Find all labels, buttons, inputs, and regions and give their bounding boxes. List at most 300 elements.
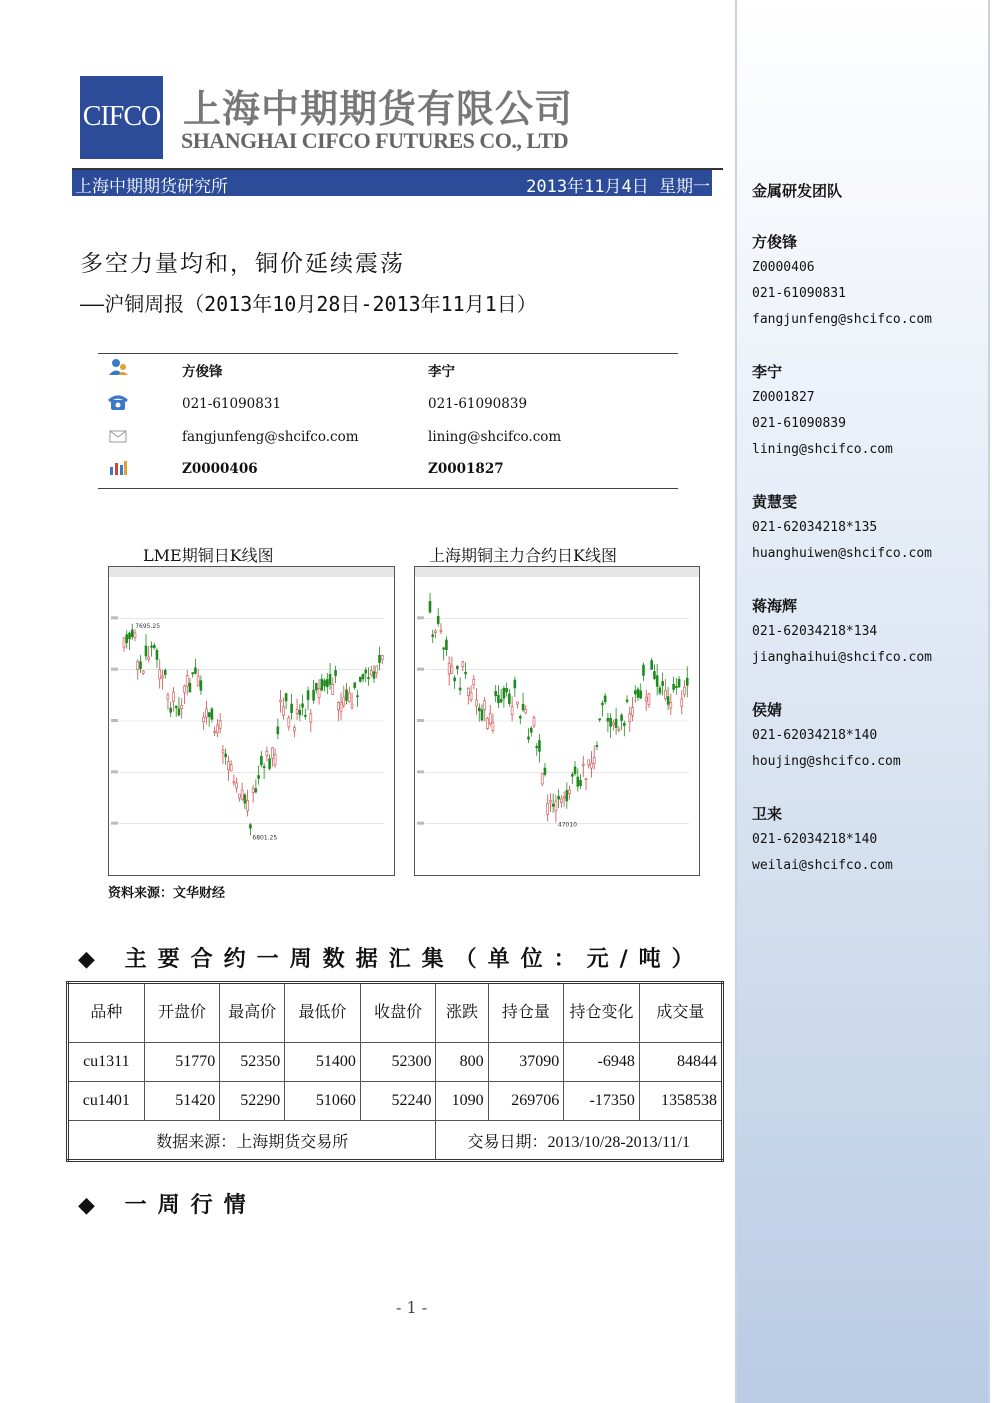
candle-body bbox=[651, 661, 653, 670]
research-team-sidebar bbox=[735, 0, 990, 1403]
candle-body bbox=[156, 650, 158, 659]
cell: 269706 bbox=[488, 1082, 564, 1121]
member-license: Z0001827 bbox=[752, 390, 815, 405]
th-low: 最低价 bbox=[285, 983, 361, 1043]
team-member bbox=[752, 229, 932, 333]
candle-body bbox=[681, 699, 683, 706]
cell: cu1401 bbox=[68, 1082, 145, 1121]
y-tick bbox=[417, 770, 424, 773]
candle-body bbox=[642, 665, 644, 675]
candle-body bbox=[172, 692, 174, 702]
candle-body bbox=[211, 709, 213, 720]
candle-body bbox=[326, 679, 328, 686]
report-subtitle: ——沪铜周报（2013年10月28日-2013年11月1日） bbox=[80, 292, 537, 316]
candle-body bbox=[640, 691, 642, 698]
candle-body bbox=[186, 676, 188, 686]
candle-body bbox=[244, 795, 246, 803]
candle-body bbox=[607, 718, 609, 721]
candle-body bbox=[448, 663, 450, 674]
banner-date: 2013年11月4日 星期一 bbox=[526, 177, 710, 197]
member-email: huanghuiwen@shcifco.com bbox=[752, 546, 933, 561]
candle-body bbox=[321, 679, 323, 690]
table-row bbox=[68, 1043, 723, 1082]
candle-body bbox=[126, 635, 128, 643]
cell: 51420 bbox=[144, 1082, 220, 1121]
candle-body bbox=[621, 715, 623, 721]
candle-body bbox=[225, 754, 227, 757]
candle-body bbox=[541, 774, 543, 784]
table-header-row bbox=[68, 983, 723, 1043]
analyst-1-name: 方俊锋 bbox=[182, 364, 223, 380]
candle-body bbox=[285, 694, 287, 701]
candle-body bbox=[530, 728, 532, 732]
member-email: lining@shcifco.com bbox=[752, 442, 893, 457]
th-open: 开盘价 bbox=[144, 983, 220, 1043]
candle-body bbox=[315, 683, 317, 690]
candle-body bbox=[478, 708, 480, 711]
table-source: 数据来源：上海期货交易所 bbox=[68, 1121, 436, 1161]
member-name: 侯婧 bbox=[752, 701, 783, 719]
candle-body bbox=[517, 702, 519, 704]
shfe-kline-chart bbox=[414, 566, 700, 876]
candle-body bbox=[370, 671, 372, 675]
candle-body bbox=[528, 737, 530, 739]
candle-body bbox=[440, 630, 442, 631]
candle-body bbox=[241, 790, 243, 800]
candle-body bbox=[379, 655, 381, 662]
candle-body bbox=[159, 670, 161, 679]
candle-body bbox=[675, 686, 677, 687]
candle-body bbox=[219, 721, 221, 729]
member-email: fangjunfeng@shcifco.com bbox=[752, 312, 933, 327]
team-member bbox=[752, 801, 893, 879]
low-label: 6801.25 bbox=[252, 834, 278, 842]
candle-body bbox=[249, 825, 251, 829]
candle-body bbox=[266, 751, 268, 755]
candle-body bbox=[208, 713, 210, 717]
candle-body bbox=[200, 681, 202, 691]
candle-body bbox=[462, 662, 464, 667]
candle-body bbox=[604, 696, 606, 702]
candle-body bbox=[549, 801, 551, 803]
candle-body bbox=[318, 688, 320, 697]
candle-body bbox=[506, 688, 508, 692]
candle-body bbox=[560, 799, 562, 803]
section-weekly-market: ◆ 一周行情 bbox=[78, 1193, 257, 1218]
candle-body bbox=[167, 695, 169, 699]
candle-body bbox=[593, 757, 595, 763]
candle-body bbox=[599, 719, 601, 720]
y-tick bbox=[417, 719, 424, 722]
candle-body bbox=[580, 780, 582, 785]
candle-body bbox=[615, 719, 617, 727]
candle-body bbox=[610, 718, 612, 726]
candle-body bbox=[329, 674, 331, 684]
member-name: 蒋海辉 bbox=[752, 597, 798, 615]
candle-body bbox=[161, 676, 163, 678]
candle-body bbox=[376, 666, 378, 673]
member-phone: 021-61090839 bbox=[752, 416, 846, 431]
candle-body bbox=[227, 762, 229, 770]
candle-body bbox=[313, 690, 315, 700]
candle-body bbox=[601, 703, 603, 705]
candle-body bbox=[307, 691, 309, 700]
candle-body bbox=[648, 694, 650, 705]
candle-body bbox=[533, 718, 535, 726]
candle-body bbox=[139, 662, 141, 669]
th-high: 最高价 bbox=[220, 983, 285, 1043]
report-title: 多空力量均和，铜价延续震荡 bbox=[80, 251, 405, 277]
candle-body bbox=[192, 673, 194, 674]
candle-body bbox=[252, 788, 254, 792]
low-label: 47010 bbox=[557, 821, 577, 829]
candle-body bbox=[569, 790, 571, 794]
candle-body bbox=[197, 676, 199, 686]
candle-body bbox=[623, 723, 625, 725]
candle-body bbox=[637, 689, 639, 697]
candle-body bbox=[432, 635, 434, 637]
candle-body bbox=[659, 688, 661, 693]
cell: 37090 bbox=[488, 1043, 564, 1082]
candle-body bbox=[134, 633, 136, 638]
candle-body bbox=[145, 646, 147, 656]
candle-body bbox=[340, 702, 342, 712]
candle-body bbox=[343, 697, 345, 705]
candle-body bbox=[443, 648, 445, 649]
table-row bbox=[68, 1082, 723, 1121]
cell: 800 bbox=[436, 1043, 488, 1082]
candle-body bbox=[282, 707, 284, 716]
page-number: - 1 - bbox=[396, 1298, 428, 1317]
banner-institute: 上海中期期货研究所 bbox=[75, 177, 228, 197]
y-tick bbox=[417, 616, 424, 619]
candle-body bbox=[590, 763, 592, 768]
candle-body bbox=[230, 765, 232, 771]
candle-body bbox=[563, 797, 565, 798]
y-tick bbox=[417, 822, 424, 825]
candle-body bbox=[596, 745, 598, 746]
y-tick bbox=[417, 668, 424, 671]
candle-body bbox=[571, 774, 573, 776]
candle-body bbox=[293, 727, 295, 730]
candle-body bbox=[359, 677, 361, 681]
candle-body bbox=[351, 704, 353, 707]
candle-body bbox=[538, 741, 540, 752]
y-tick bbox=[111, 668, 118, 671]
candle-body bbox=[454, 678, 456, 681]
chart-source: 资料来源：文华财经 bbox=[108, 886, 226, 901]
candle-body bbox=[618, 729, 620, 731]
candle-body bbox=[508, 694, 510, 704]
candle-body bbox=[503, 688, 505, 698]
candle-body bbox=[183, 686, 185, 692]
candle-body bbox=[324, 681, 326, 686]
candle-body bbox=[451, 666, 453, 673]
candle-body bbox=[566, 790, 568, 801]
logo-text: CIFCO bbox=[82, 101, 161, 132]
cell: 52300 bbox=[360, 1043, 436, 1082]
analyst-2-email: lining@shcifco.com bbox=[428, 429, 562, 445]
analyst-1-phone: 021-61090831 bbox=[182, 396, 282, 412]
candle-body bbox=[362, 674, 364, 679]
candle-body bbox=[296, 710, 298, 713]
candle-body bbox=[612, 723, 614, 725]
cell: -6948 bbox=[564, 1043, 640, 1082]
candle-body bbox=[585, 779, 587, 780]
person-icon bbox=[108, 358, 128, 376]
candle-body bbox=[495, 691, 497, 695]
candle-body bbox=[670, 703, 672, 709]
candle-body bbox=[686, 678, 688, 685]
candle-body bbox=[574, 767, 576, 774]
candle-body bbox=[373, 672, 375, 678]
candle-body bbox=[497, 695, 499, 702]
analyst-2-license: Z0001827 bbox=[428, 461, 504, 477]
candle-body bbox=[304, 715, 306, 716]
candle-body bbox=[662, 682, 664, 686]
contact-row-email bbox=[98, 427, 678, 449]
candle-body bbox=[459, 688, 461, 690]
candle-body bbox=[332, 684, 334, 694]
candle-body bbox=[632, 708, 634, 716]
candle-body bbox=[519, 716, 521, 718]
member-name: 卫来 bbox=[752, 805, 783, 823]
cell: cu1311 bbox=[68, 1043, 145, 1082]
candle-body bbox=[288, 718, 290, 727]
candle-body bbox=[277, 727, 279, 734]
candle-body bbox=[258, 776, 260, 779]
candle-body bbox=[178, 709, 180, 715]
analyst-2-phone: 021-61090839 bbox=[428, 396, 528, 412]
contact-row-phone bbox=[98, 394, 678, 416]
team-member bbox=[752, 359, 893, 463]
candle-body bbox=[445, 640, 447, 650]
candle-body bbox=[153, 645, 155, 647]
candle-body bbox=[500, 699, 502, 702]
candle-body bbox=[368, 678, 370, 679]
th-volume: 成交量 bbox=[639, 983, 722, 1043]
candle-body bbox=[357, 696, 359, 697]
candle-body bbox=[514, 680, 516, 688]
lme-kline-chart bbox=[108, 566, 395, 876]
member-phone: 021-61090831 bbox=[752, 286, 846, 301]
candle-body bbox=[492, 722, 494, 730]
candle-body bbox=[247, 801, 249, 811]
chart-icon bbox=[108, 459, 128, 477]
candle-body bbox=[269, 759, 271, 769]
cell: 52240 bbox=[360, 1082, 436, 1121]
company-name-en: SHANGHAI CIFCO FUTURES CO., LTD bbox=[181, 128, 569, 153]
candle-body bbox=[348, 693, 350, 702]
member-phone: 021-62034218*140 bbox=[752, 728, 878, 743]
analyst-2-name: 李宁 bbox=[428, 364, 455, 380]
candle-body bbox=[525, 710, 527, 713]
y-tick bbox=[111, 719, 118, 722]
member-email: houjing@shcifco.com bbox=[752, 754, 901, 769]
cell: 1358538 bbox=[639, 1082, 722, 1121]
member-name: 李宁 bbox=[752, 363, 783, 381]
section-data-summary: ◆ 主要合约一周数据汇集（单位：元/吨） bbox=[78, 947, 705, 972]
candle-body bbox=[260, 756, 262, 765]
candle-body bbox=[434, 631, 436, 633]
candle-body bbox=[238, 794, 240, 798]
candle-body bbox=[588, 760, 590, 765]
contact-row-name bbox=[98, 358, 678, 380]
member-phone: 021-62034218*140 bbox=[752, 832, 878, 847]
candle-body bbox=[214, 731, 216, 732]
candle-body bbox=[656, 676, 658, 687]
candle-body bbox=[216, 725, 218, 733]
cell: 51400 bbox=[285, 1043, 361, 1082]
candle-body bbox=[337, 703, 339, 710]
candle-body bbox=[547, 804, 549, 815]
candle-body bbox=[645, 697, 647, 701]
candle-body bbox=[222, 750, 224, 753]
member-name: 方俊锋 bbox=[752, 233, 798, 251]
company-name-cn: 上海中期期货有限公司 bbox=[183, 87, 574, 131]
member-email: jianghaihui@shcifco.com bbox=[752, 650, 933, 665]
candle-body bbox=[473, 679, 475, 684]
candle-body bbox=[164, 670, 166, 674]
y-tick bbox=[111, 770, 118, 773]
candle-body bbox=[577, 777, 579, 786]
candle-body bbox=[465, 672, 467, 674]
analyst-1-license: Z0000406 bbox=[182, 461, 258, 477]
cell: 51770 bbox=[144, 1043, 220, 1082]
candle-body bbox=[131, 630, 133, 637]
candle-body bbox=[653, 671, 655, 678]
candle-body bbox=[280, 700, 282, 702]
candle-body bbox=[128, 633, 130, 639]
candle-body bbox=[137, 661, 139, 669]
table-footer-row bbox=[68, 1121, 723, 1161]
candle-body bbox=[123, 638, 125, 647]
th-change: 涨跌 bbox=[436, 983, 488, 1043]
candle-body bbox=[233, 782, 235, 783]
lme-kline-svg bbox=[109, 567, 394, 875]
mail-icon bbox=[108, 427, 128, 445]
candle-body bbox=[205, 709, 207, 717]
cell: 51060 bbox=[285, 1082, 361, 1121]
candle-body bbox=[346, 690, 348, 701]
analyst-contact-table bbox=[98, 353, 678, 489]
candle-body bbox=[678, 679, 680, 687]
cell: -17350 bbox=[564, 1082, 640, 1121]
candle-body bbox=[634, 691, 636, 694]
candle-body bbox=[181, 705, 183, 708]
candle-body bbox=[552, 804, 554, 806]
shfe-kline-svg bbox=[415, 567, 699, 875]
candle-body bbox=[189, 683, 191, 692]
candle-body bbox=[335, 670, 337, 675]
header-banner bbox=[72, 170, 712, 196]
candle-body bbox=[255, 789, 257, 792]
contact-row-license bbox=[98, 459, 678, 481]
candle-body bbox=[476, 700, 478, 706]
cell: 52350 bbox=[220, 1043, 285, 1082]
candle-body bbox=[481, 710, 483, 720]
member-license: Z0000406 bbox=[752, 260, 815, 275]
lme-chart-title: LME期铜日K线图 bbox=[143, 546, 274, 565]
th-open-interest: 持仓量 bbox=[488, 983, 564, 1043]
member-email: weilai@shcifco.com bbox=[752, 858, 893, 873]
candle-body bbox=[456, 666, 458, 668]
candle-body bbox=[489, 714, 491, 724]
y-tick bbox=[111, 822, 118, 825]
candle-body bbox=[194, 668, 196, 674]
candle-body bbox=[470, 692, 472, 700]
candle-body bbox=[544, 768, 546, 774]
candle-body bbox=[673, 684, 675, 689]
candle-body bbox=[484, 701, 486, 710]
table-trade-dates: 交易日期：2013/10/28-2013/11/1 bbox=[436, 1121, 723, 1161]
candle-body bbox=[684, 687, 686, 694]
cell: 52290 bbox=[220, 1082, 285, 1121]
th-oi-change: 持仓变化 bbox=[564, 983, 640, 1043]
candle-body bbox=[175, 706, 177, 708]
contract-data-table bbox=[66, 981, 724, 1162]
candle-body bbox=[170, 708, 172, 712]
member-phone: 021-62034218*134 bbox=[752, 624, 878, 639]
candle-body bbox=[558, 796, 560, 799]
candle-body bbox=[150, 646, 152, 647]
th-close: 收盘价 bbox=[360, 983, 436, 1043]
candle-body bbox=[536, 746, 538, 748]
member-name: 黄慧雯 bbox=[752, 493, 798, 511]
candle-body bbox=[263, 766, 265, 767]
candle-body bbox=[582, 764, 584, 765]
candle-body bbox=[664, 690, 666, 698]
candle-body bbox=[142, 671, 144, 673]
candle-body bbox=[291, 704, 293, 713]
candle-body bbox=[467, 688, 469, 695]
high-label: 7695.25 bbox=[135, 622, 161, 630]
team-title: 金属研发团队 bbox=[752, 182, 843, 200]
candle-body bbox=[365, 670, 367, 673]
candle-body bbox=[381, 655, 383, 659]
candle-body bbox=[271, 748, 273, 759]
candle-body bbox=[203, 717, 205, 722]
chart-toolbar bbox=[109, 567, 394, 577]
candle-body bbox=[274, 754, 276, 765]
candle-body bbox=[626, 700, 628, 702]
y-tick bbox=[111, 616, 118, 619]
team-member bbox=[752, 697, 901, 775]
th-variety: 品种 bbox=[68, 983, 145, 1043]
analyst-1-email: fangjunfeng@shcifco.com bbox=[182, 429, 359, 445]
cell: 1090 bbox=[436, 1082, 488, 1121]
candle-body bbox=[299, 710, 301, 715]
cell: 84844 bbox=[639, 1043, 722, 1082]
candle-body bbox=[310, 714, 312, 722]
team-member bbox=[752, 593, 932, 671]
candle-body bbox=[148, 657, 150, 659]
candle-body bbox=[667, 697, 669, 705]
candle-body bbox=[354, 683, 356, 688]
shfe-chart-title: 上海期铜主力合约日K线图 bbox=[429, 546, 617, 565]
candle-body bbox=[429, 601, 431, 612]
candle-body bbox=[236, 783, 238, 788]
phone-icon bbox=[108, 394, 128, 412]
candle-body bbox=[486, 718, 488, 728]
member-phone: 021-62034218*135 bbox=[752, 520, 878, 535]
candle-body bbox=[629, 714, 631, 722]
candle-body bbox=[555, 801, 557, 811]
candle-body bbox=[522, 704, 524, 710]
team-member bbox=[752, 489, 932, 567]
candle-body bbox=[437, 616, 439, 623]
company-logo bbox=[80, 76, 163, 159]
